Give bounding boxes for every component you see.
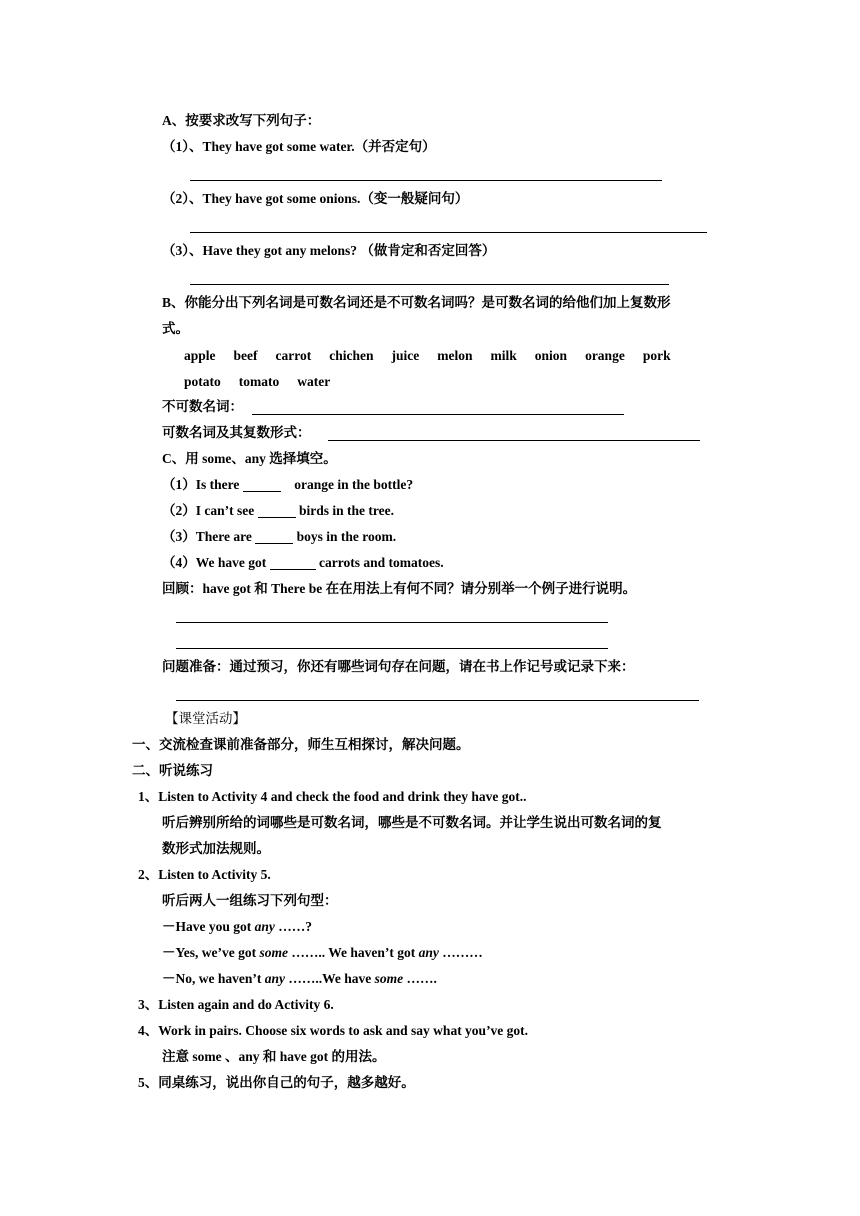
review-question: 回顾：have got 和 There be 在在用法上有何不同？请分别举一个例子进行说明。 xyxy=(162,581,637,596)
section-c-item-3: （3）There are boys in the room. xyxy=(162,529,397,544)
answer-line-review-2 xyxy=(176,648,608,649)
word-item: potato xyxy=(184,374,221,389)
answer-line-countable xyxy=(328,440,700,441)
word-list-row-1 xyxy=(184,347,689,365)
dialogue-pattern-3: －No, we haven’t any ……..We have some ……. xyxy=(162,971,437,986)
section-c-heading: C、用 some、any 选择填空。 xyxy=(162,451,337,466)
activity-item-2-note: 听后两人一组练习下列句型： xyxy=(162,893,338,908)
answer-line-a1 xyxy=(190,180,662,181)
dialogue-pattern-2: －Yes, we’ve got some …….. We haven’t got any ……… xyxy=(162,945,483,960)
blank-line xyxy=(255,529,293,544)
activity-item-5: 5、同桌练习，说出你自己的句子，越多越好。 xyxy=(138,1075,415,1090)
section-a-item-3: （3）、Have they got any melons? （做肯定和否定回答） xyxy=(162,243,496,258)
word-list-row-2 xyxy=(184,373,348,391)
question-prep: 问题准备：通过预习，你还有哪些词句存在问题，请在书上作记号或记录下来： xyxy=(162,659,635,674)
answer-line-a2 xyxy=(190,232,707,233)
answer-line-uncountable xyxy=(252,414,624,415)
answer-line-a3 xyxy=(190,284,669,285)
classroom-step-1: 一、交流检查课前准备部分，师生互相探讨，解决问题。 xyxy=(132,737,470,752)
activity-item-1-note-2: 数形式加法规则。 xyxy=(162,841,270,856)
section-a-item-1: （1）、They have got some water.（并否定句） xyxy=(162,139,436,154)
activity-item-1-note-1: 听后辨别所给的词哪些是可数名词，哪些是不可数名词。并让学生说出可数名词的复 xyxy=(162,815,662,830)
activity-item-3: 3、Listen again and do Activity 6. xyxy=(138,997,334,1012)
word-item: onion xyxy=(534,348,568,363)
word-item: orange xyxy=(585,348,625,363)
section-c-item-4: （4）We have got carrots and tomatoes. xyxy=(162,555,444,570)
word-item: beef xyxy=(233,348,258,363)
classroom-step-2: 二、听说练习 xyxy=(132,763,213,778)
section-a-item-2: （2）、They have got some onions.（变一般疑问句） xyxy=(162,191,469,206)
blank-line xyxy=(270,555,316,570)
uncountable-label: 不可数名词： xyxy=(162,399,243,414)
word-item: carrot xyxy=(275,348,312,363)
answer-line-question-prep xyxy=(176,700,699,701)
activity-item-1: 1、Listen to Activity 4 and check the food and drink they have got.. xyxy=(138,789,527,804)
word-item: pork xyxy=(642,348,671,363)
countable-label: 可数名词及其复数形式： xyxy=(162,425,311,440)
section-b-heading-line1: B、你能分出下列名词是可数名词还是不可数名词吗？是可数名词的给他们加上复数形 xyxy=(162,295,671,310)
classroom-title: 【课堂活动】 xyxy=(165,711,246,726)
section-a-heading: A、按要求改写下列句子： xyxy=(162,113,321,128)
word-item: juice xyxy=(391,348,420,363)
answer-line-review-1 xyxy=(176,622,608,623)
activity-item-4-note: 注意 some 、any 和 have got 的用法。 xyxy=(162,1049,386,1064)
section-c-item-1: （1）Is there orange in the bottle? xyxy=(162,477,414,492)
activity-item-4: 4、Work in pairs. Choose six words to ask and say what you’ve got. xyxy=(138,1023,529,1038)
word-item: apple xyxy=(184,348,216,363)
section-c-item-2: （2）I can’t see birds in the tree. xyxy=(162,503,394,518)
activity-item-2: 2、Listen to Activity 5. xyxy=(138,867,271,882)
dialogue-pattern-1: －Have you got any ……? xyxy=(162,919,312,934)
word-item: chichen xyxy=(329,348,374,363)
word-item: melon xyxy=(437,348,473,363)
blank-line xyxy=(258,503,296,518)
blank-line xyxy=(243,477,281,492)
word-item: milk xyxy=(490,348,517,363)
section-b-heading-line2: 式。 xyxy=(162,321,189,336)
word-item: water xyxy=(297,374,331,389)
word-item: tomato xyxy=(238,374,280,389)
